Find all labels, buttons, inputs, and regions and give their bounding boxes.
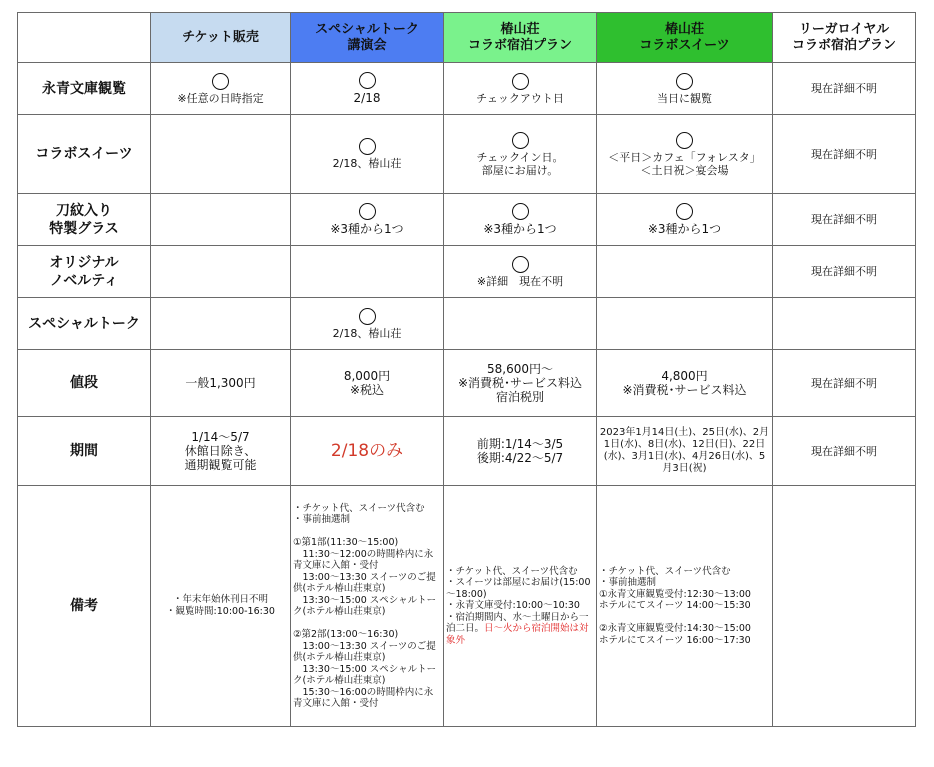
circle-mark-icon [676,203,693,220]
eisei-plan-cell [444,63,597,115]
glass-label-line2: 特製グラス [49,220,119,237]
talk-talk-cell [291,298,444,350]
eisei-ticket-cell [151,63,291,115]
price-sweets-line1: 4,800円 [661,369,708,383]
circle-mark-icon [512,256,529,273]
notes-sweets-cell [597,486,773,727]
notes-ticket-line1: ・年末年始休刊日不明 [172,594,268,605]
header-sweets [597,13,773,63]
novelty-label-line2: ノベルティ [49,272,119,289]
row-talk [18,298,916,350]
circle-mark-icon [512,73,529,90]
header-royal-line1: リーガロイヤル [798,21,890,37]
header-sweets-line1: 椿山荘 [664,21,704,37]
row-period [18,417,916,486]
glass-plan-cell [444,194,597,246]
period-plan-line2: 後期:4/22～5/7 [476,451,564,465]
row-label-talk: スペシャルトーク [18,298,151,350]
notes-plan-cell [444,486,597,727]
price-royal-cell: 現在詳細不明 [773,350,916,417]
header-plan [444,13,597,63]
row-label-glass [18,194,151,246]
circle-mark-icon [359,72,376,89]
header-talk [291,13,444,63]
price-plan-cell [444,350,597,417]
sweets-sweets-line2: ＜土日祝＞宴会場 [640,163,729,177]
header-row [18,13,916,63]
row-glass [18,194,916,246]
period-ticket-cell [151,417,291,486]
sweets-talk-cell [291,115,444,194]
circle-mark-icon [359,138,376,155]
eisei-talk-text: 2/18 [353,91,381,105]
circle-mark-icon [212,73,229,90]
sweets-royal-cell: 現在詳細不明 [773,115,916,194]
row-label-notes: 備考 [18,486,151,727]
eisei-royal-cell: 現在詳細不明 [773,63,916,115]
header-royal-line2: コラボ宿泊プラン [791,37,896,53]
glass-ticket-cell [151,194,291,246]
talk-ticket-cell [151,298,291,350]
notes-ticket-cell [151,486,291,727]
price-plan-line2: ※消費税･サービス料込 [457,376,583,390]
glass-plan-text: ※3種から1つ [483,222,557,236]
row-label-period: 期間 [18,417,151,486]
row-novelty [18,246,916,298]
price-plan-line1: 58,600円～ [487,362,553,376]
period-ticket-line1: 1/14～5/7 [191,430,250,444]
sweets-sweets-line1: ＜平日＞カフェ「フォレスタ」 [608,150,761,164]
header-royal [773,13,916,63]
period-sweets-cell: 2023年1月14日(土)、25日(水)、2月1日(水)、8日(水)、12日(日)、22日(水)、3月1日(水)、4月26日(水)、5月3日(祝) [597,417,773,486]
price-plan-line3: 宿泊税別 [495,390,544,404]
notes-talk-cell [291,486,444,727]
notes-plan-text: ・チケット代、スイーツ代含む ・スイーツは部屋にお届け(15:00～18:00) ・永青文庫受付:10:00～10:30 ・宿泊期間内、水～土曜日から一泊二日。 [446,565,591,635]
row-sweets [18,115,916,194]
glass-royal-cell: 現在詳細不明 [773,194,916,246]
header-talk-line2: 講演会 [347,37,387,53]
row-price [18,350,916,417]
eisei-ticket-text: ※任意の日時指定 [177,91,264,105]
row-label-novelty [18,246,151,298]
period-plan-line1: 前期:1/14～3/5 [476,437,564,451]
row-label-price: 値段 [18,350,151,417]
row-label-eisei: 永青文庫観覧 [18,63,151,115]
header-talk-line1: スペシャルトーク [315,21,419,37]
circle-mark-icon [359,308,376,325]
novelty-plan-cell [444,246,597,298]
glass-label-line1: 刀紋入り [56,202,112,219]
header-ticket-label: チケット販売 [182,29,259,45]
talk-plan-cell [444,298,597,350]
glass-talk-cell [291,194,444,246]
period-plan-cell [444,417,597,486]
header-plan-line2: コラボ宿泊プラン [467,37,572,53]
notes-ticket-line2: ・観覧時間:10:00-16:30 [166,606,275,617]
sweets-plan-line1: チェックイン日。 [476,150,564,164]
eisei-sweets-cell [597,63,773,115]
period-ticket-line2: 休館日除き、 [184,444,257,458]
talk-royal-cell [773,298,916,350]
row-label-sweets: コラボスイーツ [18,115,151,194]
price-talk-cell [291,350,444,417]
header-plan-line1: 椿山荘 [500,21,540,37]
period-ticket-line3: 通期観覧可能 [184,458,257,472]
talk-sweets-cell [597,298,773,350]
price-talk-line1: 8,000円 [343,369,391,383]
notes-royal-cell [773,486,916,727]
novelty-plan-text: ※詳細 現在不明 [476,274,564,288]
header-sweets-line2: コラボスイーツ [639,37,730,53]
price-sweets-line2: ※消費税･サービス料込 [622,383,747,397]
notes-plan-red-text: 日～火から宿泊開始は対象外 [446,623,589,646]
notes-talk-text: ・チケット代、スイーツ代含む ・事前抽選制 ①第1部(11:30～15:00) 11:30～12:00の時間枠内に永青文庫に入館・受付 13:00～13:30 スイーツのご提供(ホテル椿山荘東京) 13:30～15:00 スペシャルトーク(ホテル椿山荘東京) ②第2部(13:00～16:30) 13:00～13:30 スイーツのご提供(ホテル椿山荘東京) 13:30～15:00 スペシャルトーク(ホテル椿山荘東京) 15:30～16:00の時間枠内に永青文庫に入館・受付 [293,502,437,709]
eisei-sweets-text: 当日に観覧 [657,91,712,105]
price-sweets-cell [597,350,773,417]
glass-talk-text: ※3種から1つ [330,222,404,236]
period-talk-cell: 2/18のみ [291,417,444,486]
period-royal-cell: 現在詳細不明 [773,417,916,486]
sweets-talk-text: 2/18、椿山荘 [332,157,402,170]
price-ticket-cell: 一般1,300円 [151,350,291,417]
glass-sweets-text: ※3種から1つ [647,222,722,236]
novelty-talk-cell [291,246,444,298]
sweets-sweets-cell [597,115,773,194]
price-talk-line2: ※税込 [349,383,385,397]
comparison-table [17,12,916,727]
circle-mark-icon [359,203,376,220]
novelty-ticket-cell [151,246,291,298]
novelty-sweets-cell [597,246,773,298]
notes-sweets-text: ・チケット代、スイーツ代含む ・事前抽選制 ①永青文庫観覧受付:12:30～13:00 ホテルにてスイーツ 14:00～15:30 ②永青文庫観覧受付:14:30～15:00 ホテルにてスイーツ 16:00～17:30 [599,565,751,646]
circle-mark-icon [512,203,529,220]
row-eisei [18,63,916,115]
header-ticket [151,13,291,63]
eisei-talk-cell [291,63,444,115]
header-empty-cell [18,13,151,63]
novelty-royal-cell: 現在詳細不明 [773,246,916,298]
sweets-ticket-cell [151,115,291,194]
row-notes [18,486,916,727]
circle-mark-icon [512,132,529,149]
sweets-plan-line2: 部屋にお届け。 [481,163,559,177]
novelty-label-line1: オリジナル [49,254,119,271]
eisei-plan-text: チェックアウト日 [476,91,564,105]
circle-mark-icon [676,132,693,149]
circle-mark-icon [676,73,693,90]
glass-sweets-cell [597,194,773,246]
sweets-plan-cell [444,115,597,194]
talk-talk-text: 2/18、椿山荘 [332,326,402,340]
